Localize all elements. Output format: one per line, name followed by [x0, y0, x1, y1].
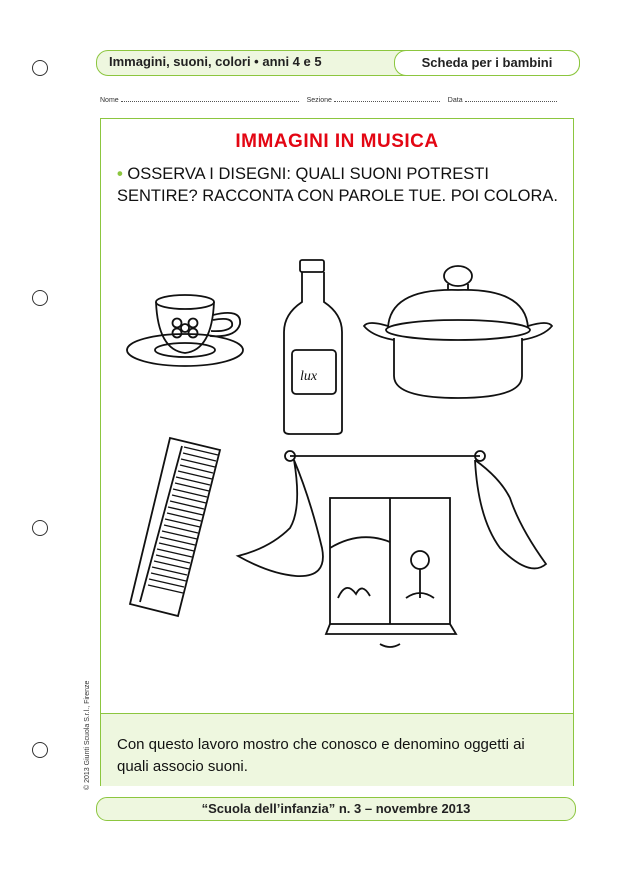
student-fields	[100, 95, 574, 104]
instruction-body: OSSERVA I DISEGNI: QUALI SUONI POTRESTI SENTIRE? RACCONTA CON PAROLE TUE. POI COLORA.	[117, 165, 559, 205]
binder-hole	[32, 60, 48, 76]
section-line[interactable]	[334, 95, 440, 102]
bullet-marker: •	[117, 165, 123, 183]
name-line[interactable]	[121, 95, 299, 102]
header-bar	[96, 50, 580, 76]
bottle-label-text: lux	[300, 369, 318, 384]
cup-icon	[120, 290, 250, 380]
date-line[interactable]	[465, 95, 557, 102]
binder-hole	[32, 520, 48, 536]
binder-hole	[32, 742, 48, 758]
series-title: Immagini, suoni, colori • anni 4 e 5	[109, 54, 322, 69]
sheet-type-label: Scheda per i bambini	[394, 50, 580, 76]
comb-icon	[122, 432, 232, 622]
bottle-icon	[278, 258, 350, 438]
window-icon	[230, 438, 560, 658]
learning-goal-box	[101, 713, 573, 786]
worksheet-title: IMMAGINI IN MUSICA	[235, 131, 439, 152]
issue-footer: “Scuola dell’infanzia” n. 3 – novembre 2013	[96, 797, 576, 821]
copyright-notice: © 2013 Giunti Scuola S.r.l., Firenze	[84, 680, 91, 790]
name-label: Nome	[100, 97, 119, 104]
learning-goal-text: Con questo lavoro mostro che conosco e denomino oggetti ai quali associo suoni.	[117, 736, 525, 775]
pot-icon	[358, 258, 558, 408]
binder-hole	[32, 290, 48, 306]
instruction-text	[117, 163, 563, 207]
section-label: Sezione	[306, 97, 332, 104]
date-label: Data	[447, 97, 463, 104]
